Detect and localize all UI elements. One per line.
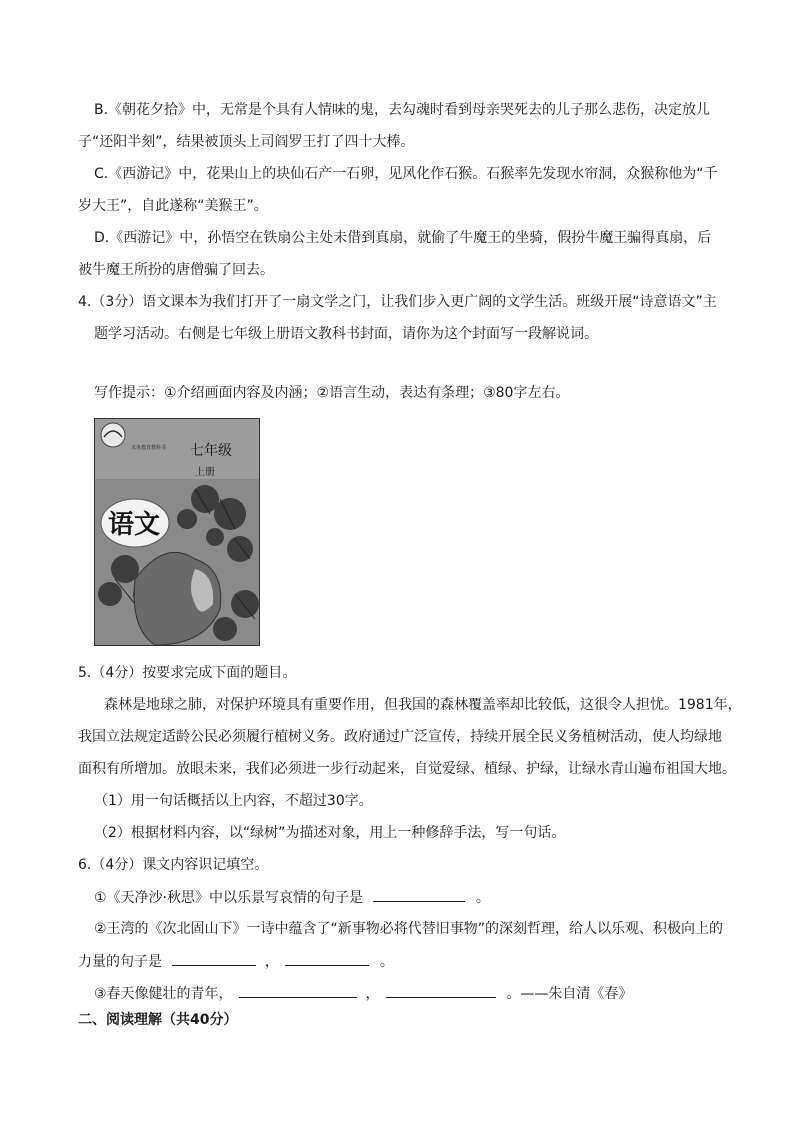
answer-blank-3[interactable]	[285, 951, 369, 966]
answer-blank-5[interactable]	[386, 983, 496, 998]
question-5-passage-line-1: 森林是地球之肺，对保护环境具有重要作用，但我国的森林覆盖率却比较低，这很令人担忧。1981年，	[104, 697, 742, 713]
question-6-item-3-comma: ，	[365, 986, 380, 1002]
question-6-item-3	[94, 983, 632, 1004]
question-4-line-1: 4.（3分）语文课本为我们打开了一扇文学之门，让我们步入更广阔的文学生活。班级开展“诗意语文”主	[78, 294, 717, 310]
question-6-item-3-text: ③春天像健壮的青年，	[94, 986, 233, 1002]
textbook-cover-image	[94, 418, 260, 646]
question-6-item-2-comma: ，	[264, 954, 279, 970]
question-6-item-2-text: 力量的句子是	[78, 954, 162, 970]
question-6-item-3-end: 。——朱自清《春》	[506, 986, 633, 1002]
question-6-item-2-end: 。	[379, 954, 394, 970]
cover-subject: 语文	[108, 510, 161, 540]
question-5-passage-line-2: 我国立法规定适龄公民必须履行植树义务。政府通过广泛宣传，持续开展全民义务植树活动，使人均绿地	[78, 729, 722, 745]
question-6-title: 6.（4分）课文内容识记填空。	[78, 857, 269, 873]
question-4-hint: 写作提示：①介绍画面内容及内涵；②语言生动，表达有条理；③80字左右。	[94, 385, 570, 401]
question-6-item-2-line-1: ②王湾的《次北固山下》一诗中蕴含了“新事物必将代替旧事物”的深刻哲理，给人以乐观、积极向上的	[94, 921, 724, 937]
option-c-line-1: C.《西游记》中，花果山上的块仙石产一石卵，见风化作石猴。石猴率先发现水帘洞，众猴称他为“千	[94, 166, 718, 182]
question-5-sub-2: （2）根据材料内容，以“绿树”为描述对象，用上一种修辞手法，写一句话。	[94, 825, 566, 841]
question-6-item-1	[94, 887, 490, 908]
question-4-line-2: 题学习活动。右侧是七年级上册语文教科书封面，请你为这个封面写一段解说词。	[94, 326, 598, 342]
option-b-line-1: B.《朝花夕拾》中，无常是个具有人情味的鬼，去勾魂时看到母亲哭死去的儿子那么悲伤，决定放儿	[94, 102, 711, 118]
cover-grade: 七年级	[190, 443, 232, 459]
option-b-line-2: 子“还阳半刻”，结果被顶头上司阎罗王打了四十大棒。	[78, 134, 415, 150]
question-5-title: 5.（4分）按要求完成下面的题目。	[78, 665, 297, 681]
cover-publisher: 义务教育教科书	[131, 445, 167, 451]
option-c-line-2: 岁大王”，自此遂称“美猴王”。	[78, 198, 268, 214]
option-d-line-2: 被牛魔王所扮的唐僧骗了回去。	[78, 262, 274, 278]
answer-blank-1[interactable]	[373, 887, 465, 902]
question-5-sub-1: （1）用一句话概括以上内容，不超过30字。	[94, 793, 373, 809]
cover-volume: 上册	[195, 467, 215, 478]
question-5-passage-line-3: 面积有所增加。放眼未来，我们必须进一步行动起来，自觉爱绿、植绿、护绿，让绿水青山遍布祖国大地。	[78, 761, 736, 777]
section-2-title: 二、阅读理解（共40分）	[78, 1012, 238, 1028]
question-6-item-1-text: ①《天净沙·秋思》中以乐景写哀情的句子是	[94, 890, 363, 906]
answer-blank-4[interactable]	[239, 983, 357, 998]
question-6-item-1-end: 。	[475, 890, 490, 906]
option-d-line-1: D.《西游记》中，孙悟空在铁扇公主处未借到真扇，就偷了牛魔王的坐骑，假扮牛魔王骗得真扇，后	[94, 230, 712, 246]
question-6-item-2-line-2	[78, 951, 394, 972]
answer-blank-2[interactable]	[172, 951, 256, 966]
